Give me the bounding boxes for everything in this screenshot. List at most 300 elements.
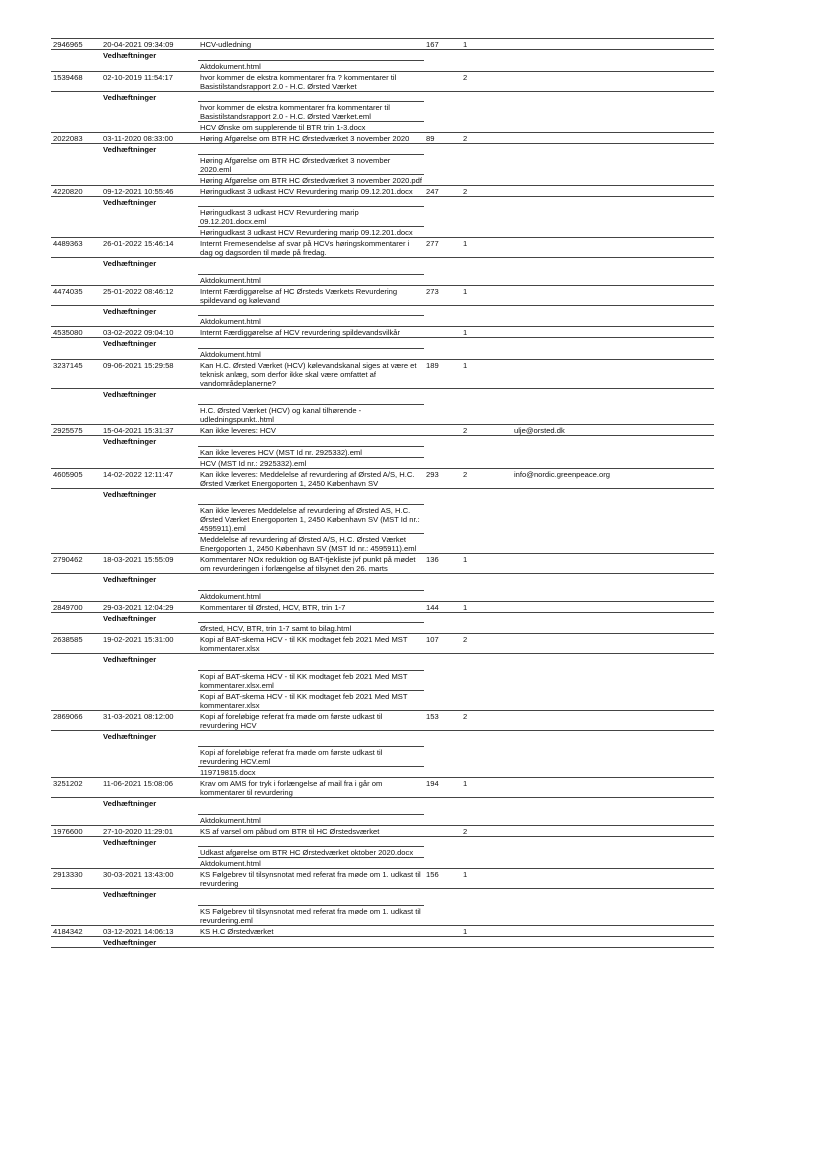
record-num1: 167 <box>424 39 461 50</box>
attachments-label: Vedhæftninger <box>101 50 198 61</box>
record-email <box>512 601 714 612</box>
attachment-filename: hvor kommer de ekstra kommentarer fra kommentarer til Basistilstandsrapport 2.0 - H.C. Ørsted Værket.eml <box>198 102 424 122</box>
record-date: 09-12-2021 10:55:46 <box>101 185 198 196</box>
empty-cell <box>101 623 198 634</box>
attachment-filename: Aktdokument.html <box>198 316 424 327</box>
empty-cell <box>198 196 714 207</box>
attachment-row <box>51 227 714 238</box>
record-date: 19-02-2021 15:31:00 <box>101 634 198 654</box>
empty-cell <box>51 457 101 468</box>
attachment-row <box>51 274 714 285</box>
empty-cell <box>424 154 714 174</box>
empty-cell <box>198 612 714 623</box>
attachment-row <box>51 814 714 825</box>
record-email <box>512 185 714 196</box>
attachment-row <box>51 60 714 71</box>
empty-cell <box>424 174 714 185</box>
empty-cell <box>51 50 101 61</box>
empty-cell <box>198 488 714 505</box>
record-num1: 247 <box>424 185 461 196</box>
attachment-row <box>51 534 714 554</box>
empty-cell <box>51 446 101 457</box>
record-email <box>512 869 714 889</box>
empty-cell <box>101 405 198 425</box>
record-title: Kan ikke leveres: HCV <box>198 425 424 436</box>
empty-cell <box>198 144 714 155</box>
empty-cell <box>51 227 101 238</box>
attachment-row <box>51 446 714 457</box>
empty-cell <box>101 858 198 869</box>
attachment-row <box>51 670 714 690</box>
record-title: Internt Færdiggørelse af HC Ørsteds Værkets Revurdering spildevand og kølevand <box>198 285 424 305</box>
empty-cell <box>101 690 198 710</box>
empty-cell <box>424 905 714 925</box>
empty-cell <box>424 670 714 690</box>
empty-cell <box>198 50 714 61</box>
attachment-row <box>51 457 714 468</box>
attachment-row <box>51 316 714 327</box>
empty-cell <box>51 590 101 601</box>
record-id: 3237145 <box>51 359 101 388</box>
attachments-label: Vedhæftninger <box>101 574 198 591</box>
record-email <box>512 778 714 798</box>
attachment-row <box>51 122 714 133</box>
record-email <box>512 71 714 91</box>
empty-cell <box>198 936 714 947</box>
attachment-row <box>51 623 714 634</box>
attachment-filename: Kan ikke leveres HCV (MST Id nr. 2925332).eml <box>198 446 424 457</box>
empty-cell <box>101 274 198 285</box>
empty-cell <box>51 338 101 349</box>
record-date: 15-04-2021 15:31:37 <box>101 425 198 436</box>
record-row <box>51 133 714 144</box>
attachment-filename: H.C. Ørsted Værket (HCV) og kanal tilhørende - udledningspunkt..html <box>198 405 424 425</box>
empty-cell <box>101 154 198 174</box>
empty-cell <box>51 767 101 778</box>
attachment-filename: Kan ikke leveres Meddelelse af revurdering af Ørsted AS, H.C. Ørsted Værket Energoporten 1, 2450 København SV (MST Id nr.: 4595911).eml <box>198 505 424 534</box>
empty-cell <box>424 122 714 133</box>
records-body <box>51 39 714 948</box>
attachment-row <box>51 905 714 925</box>
record-id: 4535080 <box>51 327 101 338</box>
attachment-filename: Høring Afgørelse om BTR HC Ørstedværket 3 november 2020.pdf <box>200 175 422 185</box>
empty-cell <box>424 457 714 468</box>
record-title: Kopi af BAT-skema HCV - til KK modtaget feb 2021 Med MST kommentarer.xlsx <box>198 634 424 654</box>
empty-cell <box>198 91 714 102</box>
record-title: Kommentarer NOx reduktion og BAT-tjekliste jvf punkt på mødet om revurderingen i forlængelse af tilsynet den 26. marts <box>198 554 424 574</box>
record-row <box>51 71 714 91</box>
attachment-row <box>51 690 714 710</box>
empty-cell <box>101 60 198 71</box>
empty-cell <box>101 457 198 468</box>
attachment-filename: Høring Afgørelse om BTR HC Ørstedværket 3 november 2020.eml <box>198 154 424 174</box>
empty-cell <box>51 207 101 227</box>
attachments-header-row <box>51 50 714 61</box>
empty-cell <box>51 144 101 155</box>
record-id: 3251202 <box>51 778 101 798</box>
record-date: 09-06-2021 15:29:58 <box>101 359 198 388</box>
attachment-filename: Ørsted, HCV, BTR, trin 1-7 samt to bilag.html <box>198 623 424 634</box>
empty-cell <box>51 534 101 554</box>
attachment-filename: Kopi af foreløbige referat fra møde om første udkast til revurdering HCV.eml <box>198 747 424 767</box>
attachments-label: Vedhæftninger <box>101 889 198 906</box>
attachment-filename: Meddelelse af revurdering af Ørsted A/S, H.C. Ørsted Værket Energoporten 1, 2450 København SV (MST Id nr.: 4595911).eml <box>198 534 424 554</box>
empty-cell <box>424 858 714 869</box>
attachment-filename: Aktdokument.html <box>198 274 424 285</box>
table-end-rule <box>51 947 714 948</box>
empty-cell <box>101 102 198 122</box>
record-title: Internt Fremesendelse af svar på HCVs høringskommentarer i dag og dagsorden til møde på fredag. <box>198 238 424 258</box>
record-num1: 189 <box>424 359 461 388</box>
end-rule-cell <box>51 947 714 948</box>
record-email <box>512 327 714 338</box>
record-row <box>51 359 714 388</box>
empty-cell <box>101 847 198 858</box>
record-id: 2869066 <box>51 710 101 730</box>
empty-cell <box>101 905 198 925</box>
attachment-filename: Høringudkast 3 udkast HCV Revurdering marip 09.12.201.docx.eml <box>198 207 424 227</box>
record-num2: 1 <box>461 285 512 305</box>
empty-cell <box>51 316 101 327</box>
record-num1 <box>424 925 461 936</box>
attachment-row <box>51 102 714 122</box>
attachment-filename: Aktdokument.html <box>198 590 424 601</box>
empty-cell <box>101 316 198 327</box>
attachments-header-row <box>51 730 714 747</box>
empty-cell <box>101 446 198 457</box>
record-id: 4489363 <box>51 238 101 258</box>
empty-cell <box>101 207 198 227</box>
attachments-header-row <box>51 258 714 275</box>
document-page <box>51 38 714 948</box>
attachment-filename: Aktdokument.html <box>198 814 424 825</box>
attachment-row <box>51 747 714 767</box>
record-date: 03-02-2022 09:04:10 <box>101 327 198 338</box>
record-num1: 156 <box>424 869 461 889</box>
record-date: 25-01-2022 08:46:12 <box>101 285 198 305</box>
record-date: 03-12-2021 14:06:13 <box>101 925 198 936</box>
record-date: 26-01-2022 15:46:14 <box>101 238 198 258</box>
record-num2: 1 <box>461 359 512 388</box>
empty-cell <box>51 612 101 623</box>
record-num2: 2 <box>461 468 512 488</box>
attachment-row <box>51 348 714 359</box>
attachments-header-row <box>51 144 714 155</box>
record-row <box>51 285 714 305</box>
record-num2: 1 <box>461 238 512 258</box>
empty-cell <box>51 847 101 858</box>
record-title: Kan H.C. Ørsted Værket (HCV) kølevandskanal siges at være et teknisk anlæg, som derfor ikke skal være omfattet af vandområdeplanerne? <box>198 359 424 388</box>
attachment-row <box>51 405 714 425</box>
attachments-header-row <box>51 574 714 591</box>
empty-cell <box>51 258 101 275</box>
empty-cell <box>424 767 714 778</box>
record-email <box>512 359 714 388</box>
record-num1: 194 <box>424 778 461 798</box>
record-title: hvor kommer de ekstra kommentarer fra ? kommentarer til Basistilstandsrapport 2.0 - H.C. Ørsted Værket <box>198 71 424 91</box>
record-id: 2925575 <box>51 425 101 436</box>
record-id: 2913330 <box>51 869 101 889</box>
record-num2: 1 <box>461 869 512 889</box>
empty-cell <box>101 174 198 185</box>
empty-cell <box>101 814 198 825</box>
attachments-label: Vedhæftninger <box>101 338 198 349</box>
attachments-label: Vedhæftninger <box>101 144 198 155</box>
record-id: 2790462 <box>51 554 101 574</box>
record-email <box>512 133 714 144</box>
empty-cell <box>101 227 198 238</box>
record-row <box>51 468 714 488</box>
attachment-row <box>51 858 714 869</box>
attachment-row <box>51 207 714 227</box>
empty-cell <box>198 258 714 275</box>
attachment-filename: Kopi af BAT-skema HCV - til KK modtaget feb 2021 Med MST kommentarer.xlsx.eml <box>198 670 424 690</box>
empty-cell <box>51 690 101 710</box>
record-id: 4474035 <box>51 285 101 305</box>
record-email <box>512 554 714 574</box>
empty-cell <box>424 227 714 238</box>
record-title: Kopi af foreløbige referat fra møde om første udkast til revurdering HCV <box>198 710 424 730</box>
empty-cell <box>424 405 714 425</box>
empty-cell <box>51 488 101 505</box>
empty-cell <box>51 730 101 747</box>
empty-cell <box>51 348 101 359</box>
record-email <box>512 634 714 654</box>
attachment-row <box>51 847 714 858</box>
record-title: Krav om AMS for tryk i forlængelse af mail fra i går om kommentarer til revurdering <box>198 778 424 798</box>
record-num1: 153 <box>424 710 461 730</box>
empty-cell <box>198 654 714 671</box>
empty-cell <box>424 207 714 227</box>
record-num1: 136 <box>424 554 461 574</box>
empty-cell <box>424 274 714 285</box>
empty-cell <box>51 274 101 285</box>
attachment-filename: 119719815.docx <box>198 767 424 778</box>
empty-cell <box>51 305 101 316</box>
record-date: 18-03-2021 15:55:09 <box>101 554 198 574</box>
empty-cell <box>424 446 714 457</box>
empty-cell <box>101 505 198 534</box>
record-num2: 2 <box>461 710 512 730</box>
record-num1: 277 <box>424 238 461 258</box>
record-email: ulje@orsted.dk <box>512 425 714 436</box>
attachments-header-row <box>51 91 714 102</box>
record-num1: 107 <box>424 634 461 654</box>
record-num1: 273 <box>424 285 461 305</box>
empty-cell <box>424 316 714 327</box>
record-id: 2849700 <box>51 601 101 612</box>
empty-cell <box>51 654 101 671</box>
attachments-header-row <box>51 388 714 405</box>
empty-cell <box>198 305 714 316</box>
record-row <box>51 825 714 836</box>
attachments-label: Vedhæftninger <box>101 388 198 405</box>
empty-cell <box>101 767 198 778</box>
attachment-filename: HCV (MST Id nr.: 2925332).eml <box>198 457 424 468</box>
attachments-label: Vedhæftninger <box>101 654 198 671</box>
empty-cell <box>424 590 714 601</box>
empty-cell <box>51 574 101 591</box>
empty-cell <box>101 747 198 767</box>
attachment-filename: Udkast afgørelse om BTR HC Ørstedværket oktober 2020.docx <box>198 847 424 858</box>
record-title: Høring Afgørelse om BTR HC Ørstedværket 3 november 2020 <box>198 133 424 144</box>
empty-cell <box>424 747 714 767</box>
attachment-row <box>51 174 714 185</box>
record-email <box>512 39 714 50</box>
attachment-row <box>51 154 714 174</box>
record-id: 1539468 <box>51 71 101 91</box>
record-row <box>51 634 714 654</box>
empty-cell <box>51 747 101 767</box>
attachments-label: Vedhæftninger <box>101 936 198 947</box>
empty-cell <box>51 388 101 405</box>
record-title: KS af varsel om påbud om BTR til HC Ørstedsværket <box>198 825 424 836</box>
empty-cell <box>101 122 198 133</box>
empty-cell <box>424 505 714 534</box>
attachments-header-row <box>51 338 714 349</box>
attachment-filename: KS Følgebrev til tilsynsnotat med referat fra møde om 1. udkast til revurdering.eml <box>198 905 424 925</box>
record-date: 11-06-2021 15:08:06 <box>101 778 198 798</box>
record-email <box>512 710 714 730</box>
attachments-label: Vedhæftninger <box>101 196 198 207</box>
record-num2: 2 <box>461 425 512 436</box>
record-row <box>51 185 714 196</box>
empty-cell <box>198 388 714 405</box>
empty-cell <box>51 836 101 847</box>
empty-cell <box>51 905 101 925</box>
empty-cell <box>424 534 714 554</box>
attachments-label: Vedhæftninger <box>101 436 198 447</box>
record-row <box>51 39 714 50</box>
record-date: 20-04-2021 09:34:09 <box>101 39 198 50</box>
empty-cell <box>198 730 714 747</box>
record-num2: 1 <box>461 778 512 798</box>
record-row <box>51 778 714 798</box>
empty-cell <box>101 534 198 554</box>
attachments-header-row <box>51 654 714 671</box>
record-row <box>51 601 714 612</box>
attachments-header-row <box>51 196 714 207</box>
record-id: 2638585 <box>51 634 101 654</box>
attachment-filename: Høringudkast 3 udkast HCV Revurdering marip 09.12.201.docx <box>198 227 424 238</box>
record-num2: 2 <box>461 71 512 91</box>
record-id: 2022083 <box>51 133 101 144</box>
record-email <box>512 825 714 836</box>
empty-cell <box>51 196 101 207</box>
record-num2: 2 <box>461 634 512 654</box>
empty-cell <box>424 60 714 71</box>
record-email: info@nordic.greenpeace.org <box>512 468 714 488</box>
empty-cell <box>101 590 198 601</box>
empty-cell <box>51 154 101 174</box>
empty-cell <box>198 798 714 815</box>
record-title: HCV-udledning <box>198 39 424 50</box>
record-num2: 1 <box>461 601 512 612</box>
record-title: Kommentarer til Ørsted, HCV, BTR, trin 1-7 <box>198 601 424 612</box>
record-num1: 293 <box>424 468 461 488</box>
empty-cell <box>51 858 101 869</box>
attachment-row <box>51 505 714 534</box>
empty-cell <box>51 60 101 71</box>
record-num1: 144 <box>424 601 461 612</box>
record-email <box>512 238 714 258</box>
empty-cell <box>51 798 101 815</box>
attachments-header-row <box>51 305 714 316</box>
empty-cell <box>198 338 714 349</box>
record-num2: 2 <box>461 185 512 196</box>
attachments-header-row <box>51 798 714 815</box>
record-date: 30-03-2021 13:43:00 <box>101 869 198 889</box>
empty-cell <box>51 405 101 425</box>
record-row <box>51 554 714 574</box>
record-num1: 89 <box>424 133 461 144</box>
attachment-filename: HCV Ønske om supplerende til BTR trin 1-3.docx <box>198 122 424 133</box>
empty-cell <box>198 436 714 447</box>
record-date: 31-03-2021 08:12:00 <box>101 710 198 730</box>
record-date: 29-03-2021 12:04:29 <box>101 601 198 612</box>
record-num2: 1 <box>461 925 512 936</box>
attachments-label: Vedhæftninger <box>101 730 198 747</box>
record-row <box>51 710 714 730</box>
attachments-label: Vedhæftninger <box>101 258 198 275</box>
record-date: 14-02-2022 12:11:47 <box>101 468 198 488</box>
record-num2: 2 <box>461 133 512 144</box>
attachments-label: Vedhæftninger <box>101 836 198 847</box>
empty-cell <box>424 348 714 359</box>
record-row <box>51 925 714 936</box>
record-date: 02-10-2019 11:54:17 <box>101 71 198 91</box>
record-id: 4184342 <box>51 925 101 936</box>
empty-cell <box>51 670 101 690</box>
record-num1 <box>424 71 461 91</box>
attachment-filename: Aktdokument.html <box>198 60 424 71</box>
record-num2: 1 <box>461 39 512 50</box>
record-id: 4220820 <box>51 185 101 196</box>
empty-cell <box>51 102 101 122</box>
record-id: 2946965 <box>51 39 101 50</box>
attachments-label: Vedhæftninger <box>101 798 198 815</box>
record-row <box>51 327 714 338</box>
attachment-row <box>51 590 714 601</box>
attachment-row <box>51 767 714 778</box>
attachment-filename: Aktdokument.html <box>198 858 424 869</box>
record-email <box>512 285 714 305</box>
attachments-label: Vedhæftninger <box>101 488 198 505</box>
record-date: 03-11-2020 08:33:00 <box>101 133 198 144</box>
record-row <box>51 425 714 436</box>
attachment-filename: Aktdokument.html <box>198 348 424 359</box>
empty-cell <box>51 814 101 825</box>
record-title: KS Følgebrev til tilsynsnotat med referat fra møde om 1. udkast til revurdering <box>198 869 424 889</box>
attachments-header-row <box>51 836 714 847</box>
empty-cell <box>198 574 714 591</box>
record-num2: 1 <box>461 554 512 574</box>
attachments-label: Vedhæftninger <box>101 91 198 102</box>
record-title: KS H.C Ørstedværket <box>198 925 424 936</box>
record-num2: 1 <box>461 327 512 338</box>
record-num1 <box>424 327 461 338</box>
record-id: 1976600 <box>51 825 101 836</box>
empty-cell <box>424 623 714 634</box>
empty-cell <box>424 690 714 710</box>
attachments-header-row <box>51 936 714 947</box>
record-date: 27-10-2020 11:29:01 <box>101 825 198 836</box>
empty-cell <box>101 348 198 359</box>
record-num1 <box>424 425 461 436</box>
attachment-filename: Kopi af BAT-skema HCV - til KK modtaget feb 2021 Med MST kommentarer.xlsx <box>198 690 424 710</box>
empty-cell <box>101 670 198 690</box>
attachments-header-row <box>51 889 714 906</box>
